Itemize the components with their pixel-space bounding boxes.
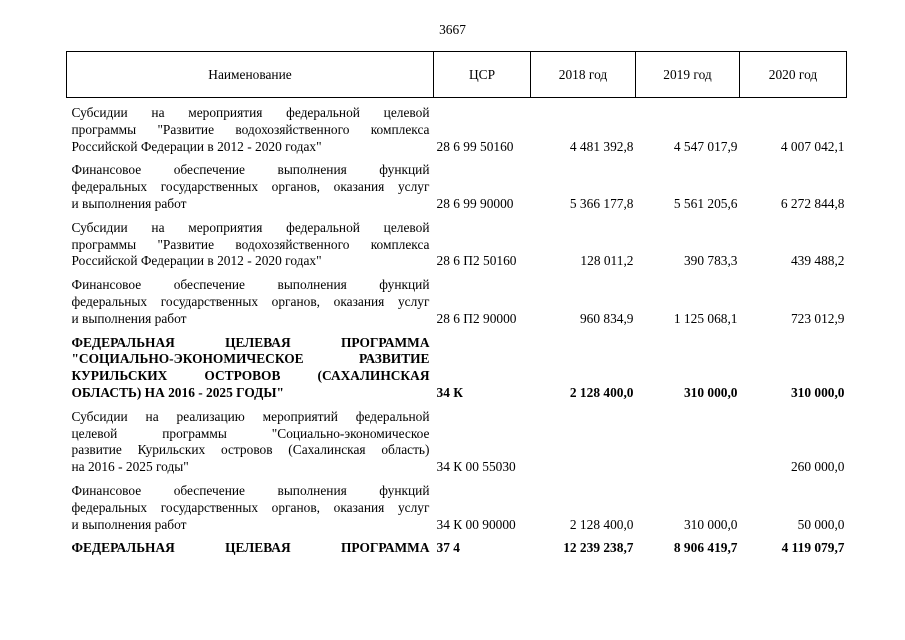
table-row — [67, 105, 847, 155]
row-name-line: Финансовое обеспечение выполнения функций — [71, 162, 430, 178]
row-name-line: программы "Развитие водохозяйственного комплекса — [71, 236, 430, 252]
row-value-2018: 4 481 392,8 — [569, 138, 634, 154]
row-name-line: и выполнения работ — [71, 310, 187, 326]
table-row — [67, 277, 847, 327]
column-header-2018: 2018 год — [531, 52, 636, 98]
column-header-2019: 2019 год — [636, 52, 740, 98]
column-header-2020: 2020 год — [740, 52, 847, 98]
row-name-line: программы "Развитие водохозяйственного комплекса — [71, 121, 430, 137]
row-name — [67, 105, 434, 155]
row-name-line: целевой программы "Социально-экономическое — [71, 425, 430, 441]
row-spacer — [67, 213, 847, 220]
row-name-line: федеральных государственных органов, оказания услуг — [71, 179, 430, 195]
row-value-2018 — [531, 409, 636, 476]
row-name-line: ОБЛАСТЬ) НА 2016 - 2025 ГОДЫ" — [71, 384, 284, 400]
row-name — [67, 220, 434, 270]
row-name-line: и выполнения работ — [71, 516, 187, 532]
row-spacer — [67, 328, 847, 335]
row-spacer-cell — [67, 155, 847, 162]
page-number: 3667 — [439, 22, 466, 37]
row-value-2020: 6 272 844,8 — [780, 195, 845, 211]
row-csr: 28 6 99 50160 — [436, 138, 514, 154]
row-name-line: развитие Курильских островов (Сахалинская область) — [71, 442, 430, 458]
row-spacer — [67, 98, 847, 106]
row-name-line: федеральных государственных органов, оказания услуг — [71, 293, 430, 309]
table-row — [67, 409, 847, 476]
row-spacer — [67, 155, 847, 162]
row-value-2019: 1 125 068,1 — [673, 310, 738, 326]
row-value-2020: 4 007 042,1 — [780, 138, 845, 154]
row-value-2019: 310 000,0 — [683, 384, 738, 400]
row-csr: 34 К 00 90000 — [436, 516, 516, 532]
table-body — [67, 98, 847, 558]
row-value-2019: 4 547 017,9 — [673, 138, 738, 154]
row-name-line: на 2016 - 2025 годы" — [71, 459, 189, 475]
row-spacer — [67, 533, 847, 540]
row-name-line: КУРИЛЬСКИХ ОСТРОВОВ (САХАЛИНСКАЯ — [71, 368, 430, 384]
row-name — [67, 483, 434, 533]
row-name-line: и выполнения работ — [71, 195, 187, 211]
row-spacer-cell — [67, 270, 847, 277]
row-value-2019: 310 000,0 — [683, 516, 738, 532]
table-row — [67, 335, 847, 402]
table-row — [67, 220, 847, 270]
column-header-csr: ЦСР — [434, 52, 531, 98]
row-spacer-cell — [67, 328, 847, 335]
row-name-line: Российской Федерации в 2012 - 2020 годах" — [71, 253, 322, 269]
row-spacer — [67, 402, 847, 409]
row-name — [67, 409, 434, 476]
row-value-2019: 5 561 205,6 — [673, 195, 738, 211]
row-name-line: Финансовое обеспечение выполнения функций — [71, 277, 430, 293]
row-name — [67, 277, 434, 327]
row-name — [67, 162, 434, 212]
row-value-2018: 128 011,2 — [580, 253, 634, 269]
row-spacer — [67, 476, 847, 483]
budget-table — [66, 51, 846, 557]
table-row — [67, 540, 847, 557]
row-spacer-cell — [67, 533, 847, 540]
row-value-2018: 960 834,9 — [579, 310, 634, 326]
row-csr: 28 6 П2 90000 — [436, 310, 517, 326]
row-value-2018: 12 239 238,7 — [563, 540, 634, 556]
row-csr: 28 6 П2 50160 — [436, 253, 517, 269]
row-value-2020: 310 000,0 — [790, 384, 845, 400]
row-name-line: Российской Федерации в 2012 - 2020 годах" — [71, 138, 322, 154]
row-name-line: Финансовое обеспечение выполнения функций — [71, 482, 430, 498]
row-value-2019: 390 783,3 — [683, 253, 738, 269]
table-row — [67, 162, 847, 212]
row-spacer-cell — [67, 98, 847, 106]
row-name-line: Субсидии на реализацию мероприятий федеральной — [71, 408, 430, 424]
row-name-line: Субсидии на мероприятия федеральной целевой — [71, 105, 430, 120]
row-name — [67, 335, 434, 402]
row-name-line: Субсидии на мероприятия федеральной целевой — [71, 219, 430, 235]
row-name-line: "СОЦИАЛЬНО-ЭКОНОМИЧЕСКОЕ РАЗВИТИЕ — [71, 351, 430, 367]
row-value-2020: 439 488,2 — [790, 253, 845, 269]
row-name-line: федеральных государственных органов, оказания услуг — [71, 499, 430, 515]
row-csr: 34 К 00 55030 — [436, 459, 516, 475]
row-spacer-cell — [67, 213, 847, 220]
row-spacer-cell — [67, 476, 847, 483]
table-row — [67, 483, 847, 533]
row-value-2019 — [636, 409, 740, 476]
row-value-2020: 4 119 079,7 — [781, 540, 845, 556]
row-csr: 28 6 99 90000 — [436, 195, 514, 211]
row-value-2020: 50 000,0 — [797, 516, 845, 532]
row-spacer-cell — [67, 402, 847, 409]
column-header-name: Наименование — [67, 52, 434, 98]
table-header-row — [67, 52, 847, 98]
row-value-2018: 2 128 400,0 — [569, 384, 634, 400]
row-spacer — [67, 270, 847, 277]
row-value-2019: 8 906 419,7 — [673, 540, 738, 556]
row-name-line: ФЕДЕРАЛЬНАЯ ЦЕЛЕВАЯ ПРОГРАММА — [71, 540, 430, 556]
row-value-2020: 260 000,0 — [790, 459, 845, 475]
row-name — [67, 540, 434, 557]
row-value-2018: 2 128 400,0 — [569, 516, 634, 532]
row-name-line: ФЕДЕРАЛЬНАЯ ЦЕЛЕВАЯ ПРОГРАММА — [71, 334, 430, 350]
row-csr: 34 К — [436, 384, 463, 400]
row-value-2020: 723 012,9 — [790, 310, 845, 326]
row-csr: 37 4 — [436, 540, 460, 556]
row-value-2018: 5 366 177,8 — [569, 195, 634, 211]
